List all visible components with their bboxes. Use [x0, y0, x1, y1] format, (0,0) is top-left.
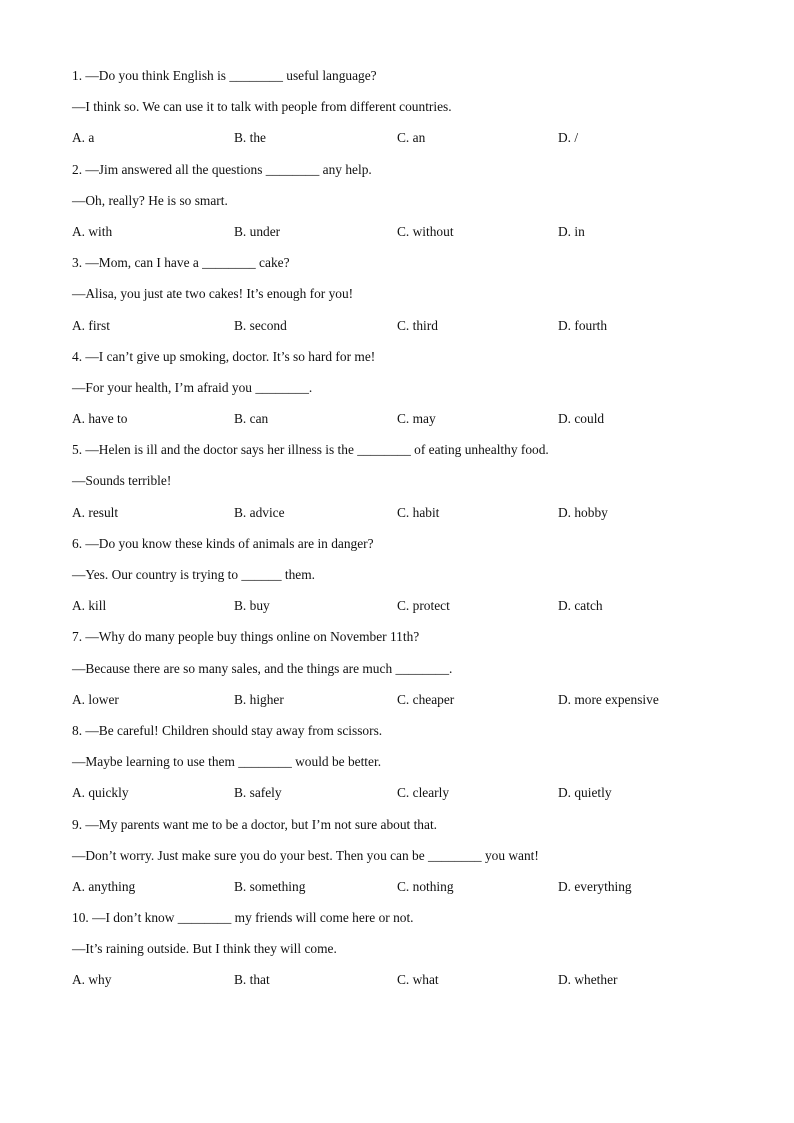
option-a: A. why [72, 972, 112, 988]
question-9 [72, 815, 732, 909]
question-reply: —For your health, I’m afraid you ________. [72, 379, 313, 395]
option-b: B. advice [234, 504, 285, 520]
question-8 [72, 721, 732, 815]
answer-options [72, 690, 732, 721]
question-prompt: 5. —Helen is ill and the doctor says her illness is the ________ of eating unhealthy food. [72, 442, 549, 458]
option-a: A. kill [72, 598, 107, 614]
option-c: C. protect [397, 598, 450, 614]
question-reply: —Because there are so many sales, and the things are much ________. [72, 660, 453, 676]
question-prompt: 8. —Be careful! Children should stay away from scissors. [72, 722, 383, 738]
question-reply: —It’s raining outside. But I think they will come. [72, 941, 337, 957]
option-c: C. what [397, 972, 439, 988]
answer-options [72, 783, 732, 814]
question-reply: —Don’t worry. Just make sure you do your best. Then you can be ________ you want! [72, 847, 539, 863]
option-c: C. cheaper [397, 691, 455, 707]
option-b: B. something [234, 878, 306, 894]
option-b: B. the [234, 130, 266, 146]
option-c: C. may [397, 411, 436, 427]
question-prompt: 1. —Do you think English is ________ useful language? [72, 68, 377, 83]
question-prompt: 7. —Why do many people buy things online on November 11th? [72, 629, 420, 645]
option-d: D. whether [558, 972, 618, 988]
option-a: A. quickly [72, 785, 129, 801]
answer-options [72, 222, 732, 253]
option-d: D. could [558, 411, 605, 427]
question-5 [72, 440, 732, 534]
question-reply: —Sounds terrible! [72, 473, 172, 489]
option-c: C. third [397, 317, 438, 333]
question-1 [72, 66, 732, 160]
answer-options [72, 596, 732, 627]
answer-options [72, 316, 732, 347]
option-b: B. higher [234, 691, 284, 707]
option-d: D. fourth [558, 317, 608, 333]
option-b: B. that [234, 972, 270, 988]
question-reply: —Yes. Our country is trying to ______ them. [72, 567, 316, 582]
option-c: C. nothing [397, 878, 454, 894]
question-prompt: 3. —Mom, can I have a ________ cake? [72, 255, 290, 271]
question-3 [72, 253, 732, 347]
option-b: B. can [234, 411, 269, 427]
question-prompt: 4. —I can’t give up smoking, doctor. It’s so hard for me! [72, 348, 376, 364]
answer-options [72, 128, 732, 159]
question-7 [72, 627, 732, 721]
question-reply: —Oh, really? He is so smart. [72, 192, 228, 208]
question-4 [72, 347, 732, 441]
question-prompt: 6. —Do you know these kinds of animals are in danger? [72, 535, 374, 551]
option-b: B. safely [234, 785, 282, 801]
answer-options [72, 877, 732, 908]
question-prompt: 2. —Jim answered all the questions ________ any help. [72, 161, 372, 177]
question-10 [72, 908, 732, 1002]
option-d: D. more expensive [558, 691, 659, 707]
answer-options [72, 409, 732, 440]
option-c: C. an [397, 130, 426, 146]
option-d: D. everything [558, 878, 632, 894]
answer-options [72, 970, 732, 1001]
option-d: D. catch [558, 598, 603, 614]
option-d: D. in [558, 223, 585, 239]
option-d: D. quietly [558, 785, 612, 801]
option-c: C. without [397, 223, 454, 239]
question-prompt: 10. —I don’t know ________ my friends will come here or not. [72, 910, 414, 926]
option-d: D. / [558, 130, 579, 146]
option-b: B. buy [234, 598, 270, 614]
option-a: A. result [72, 504, 119, 520]
question-2 [72, 160, 732, 254]
question-reply: —Maybe learning to use them ________ would be better. [72, 754, 382, 770]
option-a: A. have to [72, 411, 128, 427]
option-a: A. a [72, 130, 95, 146]
option-a: A. lower [72, 691, 119, 707]
answer-options [72, 503, 732, 534]
question-list [72, 66, 732, 1002]
option-b: B. second [234, 317, 287, 333]
question-reply: —I think so. We can use it to talk with people from different countries. [72, 99, 452, 115]
option-c: C. habit [397, 504, 440, 520]
question-prompt: 9. —My parents want me to be a doctor, but I’m not sure about that. [72, 816, 438, 832]
option-d: D. hobby [558, 504, 608, 520]
option-a: A. anything [72, 878, 136, 894]
question-reply: —Alisa, you just ate two cakes! It’s enough for you! [72, 286, 354, 302]
option-a: A. with [72, 223, 113, 239]
question-6 [72, 534, 732, 628]
option-c: C. clearly [397, 785, 450, 801]
option-b: B. under [234, 223, 281, 239]
option-a: A. first [72, 317, 110, 333]
